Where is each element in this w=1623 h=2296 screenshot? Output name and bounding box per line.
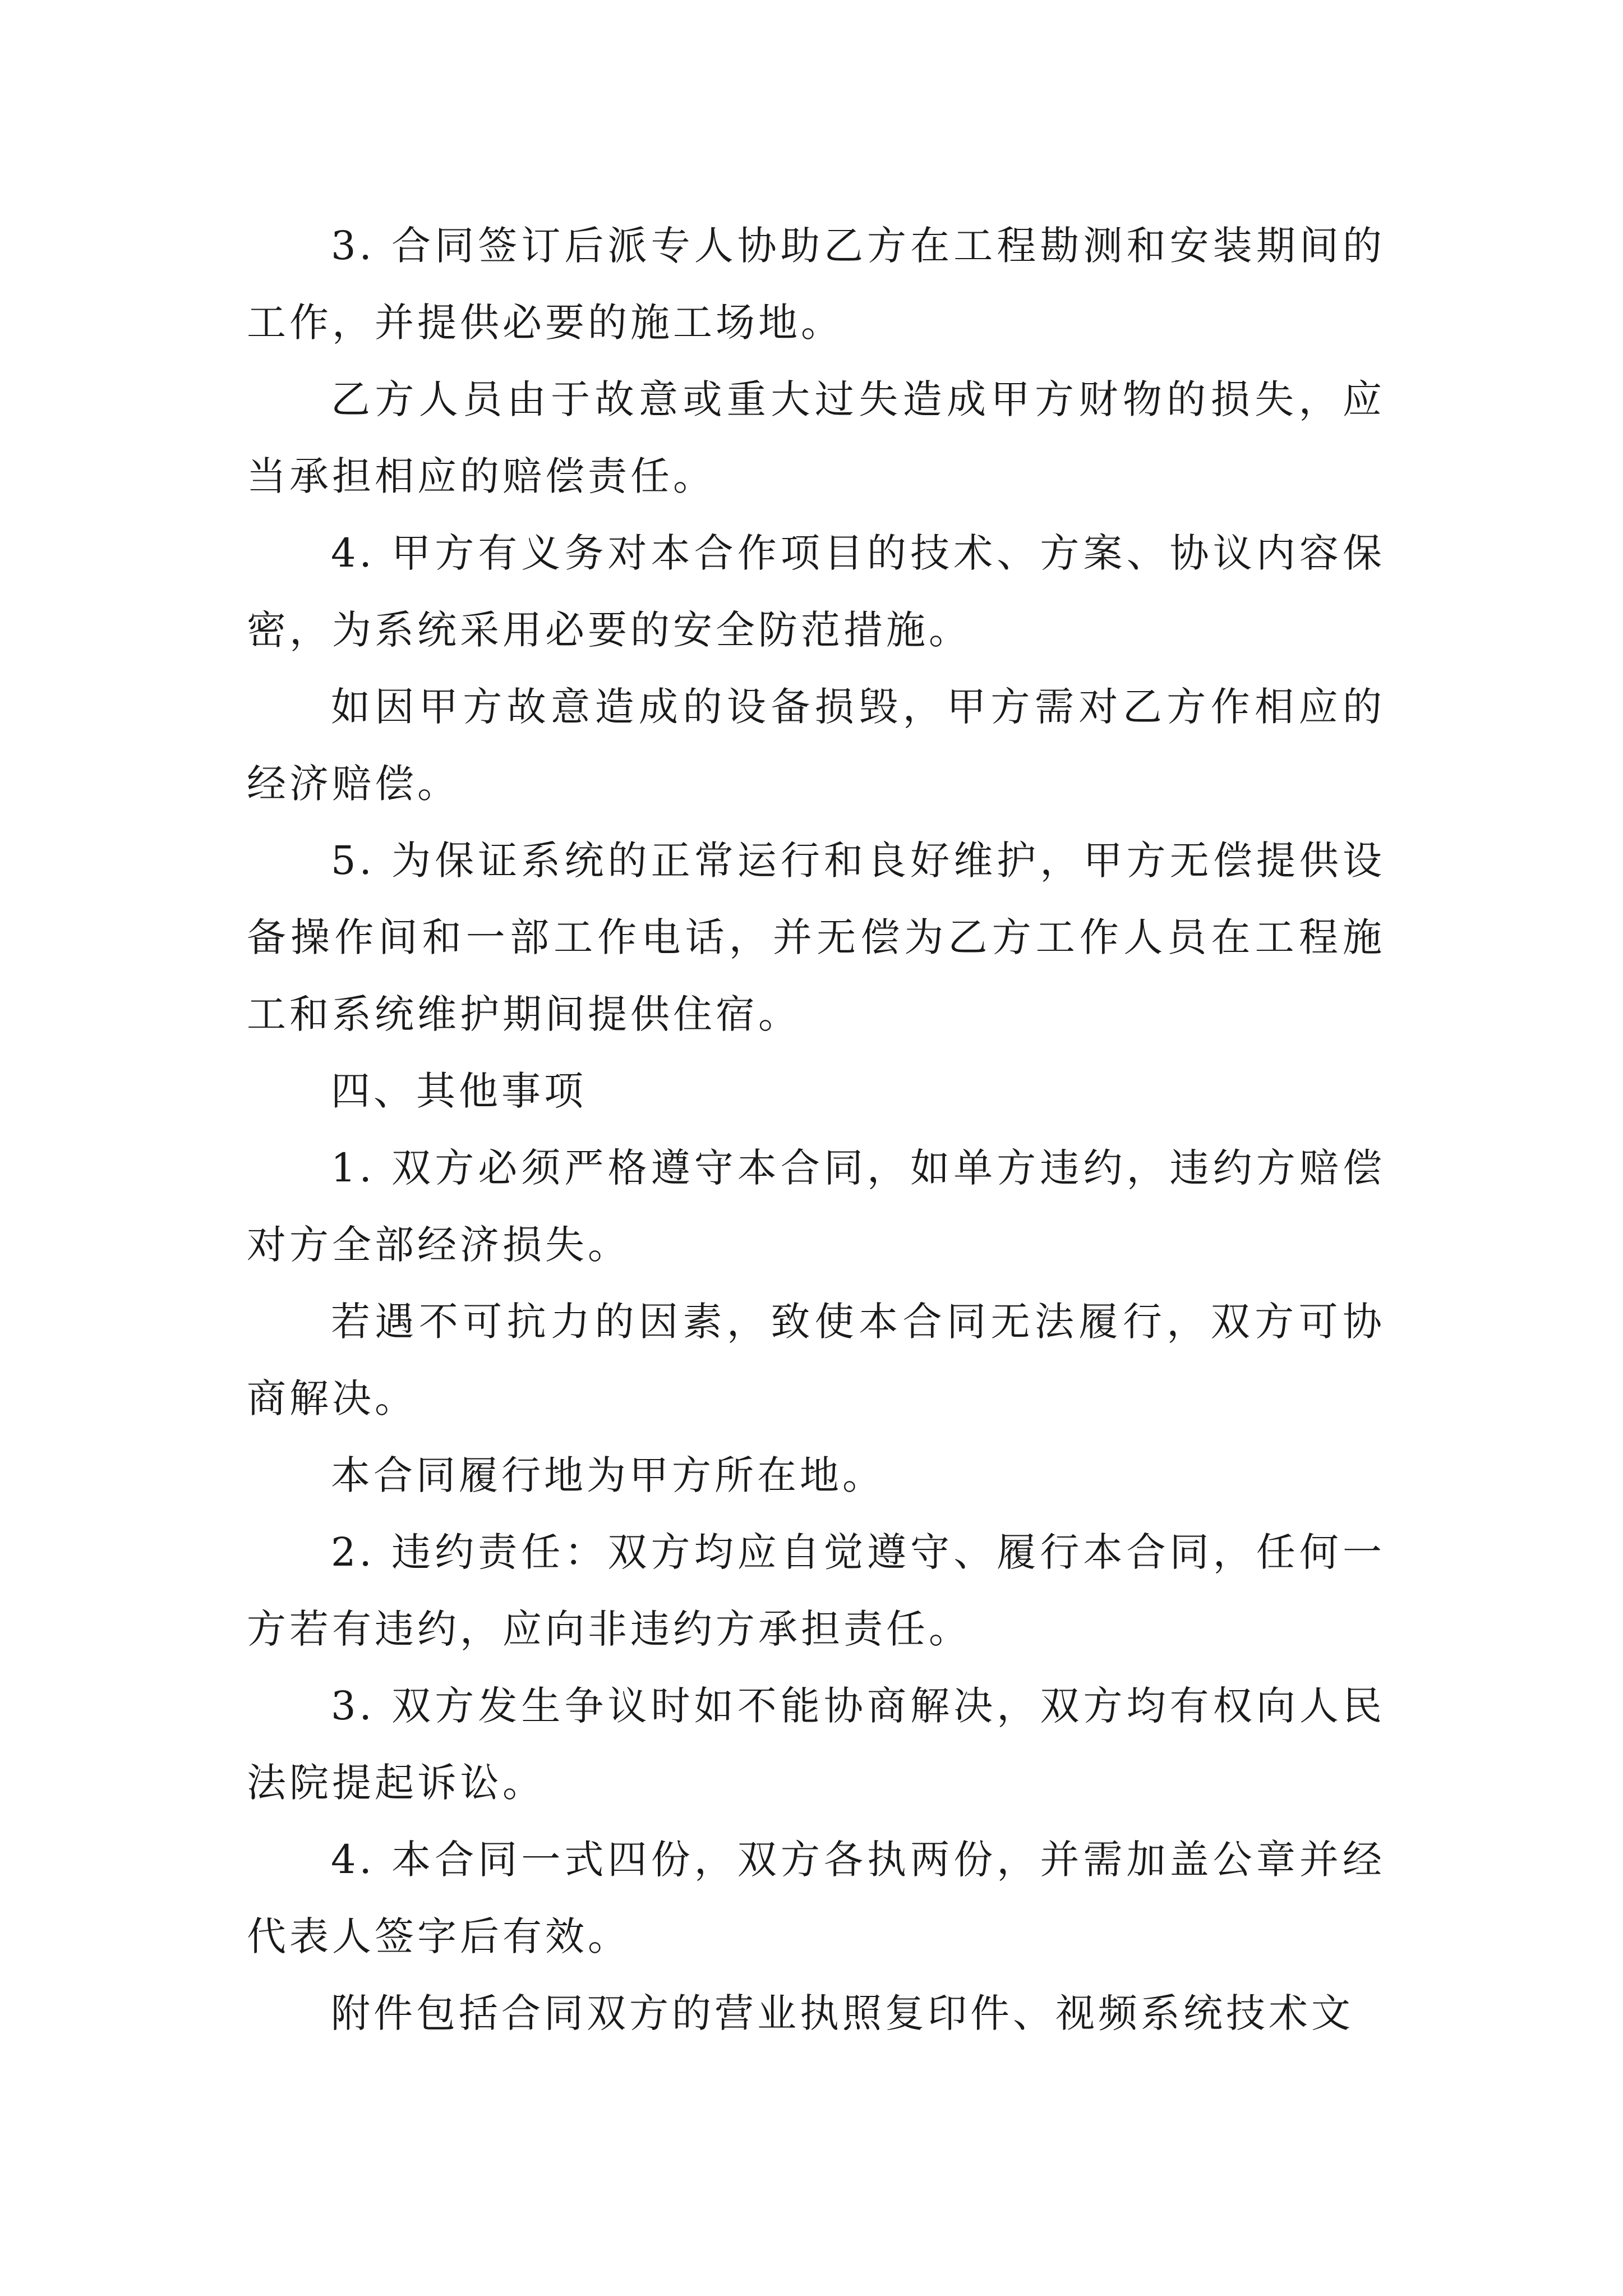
paragraph-1: 3. 合同签订后派专人协助乙方在工程勘测和安装期间的工作，并提供必要的施工场地。 [247, 223, 1385, 346]
paragraph-12: 附件包括合同双方的营业执照复印件、视频系统技术文 [331, 1990, 1354, 2036]
paragraph-4: 如因甲方故意造成的设备损毁，甲方需对乙方作相应的经济赔偿。 [247, 684, 1385, 807]
paragraph-9: 2. 违约责任：双方均应自觉遵守、履行本合同，任何一方若有违约，应向非违约方承担责任。 [247, 1529, 1385, 1652]
paragraph-5: 5. 为保证系统的正常运行和良好维护，甲方无偿提供设备操作间和一部工作电话，并无偿为乙方工作人员在工程施工和系统维护期间提供住宿。 [247, 838, 1385, 1037]
section-heading-other-matters: 四、其他事项 [331, 1068, 587, 1114]
paragraph-10: 3. 双方发生争议时如不能协商解决，双方均有权向人民法院提起诉讼。 [247, 1683, 1385, 1806]
paragraph-2: 乙方人员由于故意或重大过失造成甲方财物的损失，应当承担相应的赔偿责任。 [247, 376, 1385, 499]
paragraph-6: 1. 双方必须严格遵守本合同，如单方违约，违约方赔偿对方全部经济损失。 [247, 1145, 1385, 1268]
paragraph-11: 4. 本合同一式四份，双方各执两份，并需加盖公章并经代表人签字后有效。 [247, 1837, 1385, 1959]
paragraph-3: 4. 甲方有义务对本合作项目的技术、方案、协议内容保密，为系统采用必要的安全防范措施。 [247, 530, 1385, 653]
paragraph-8: 本合同履行地为甲方所在地。 [331, 1452, 885, 1498]
document-body [247, 208, 1385, 2052]
paragraph-7: 若遇不可抗力的因素，致使本合同无法履行，双方可协商解决。 [247, 1299, 1385, 1421]
